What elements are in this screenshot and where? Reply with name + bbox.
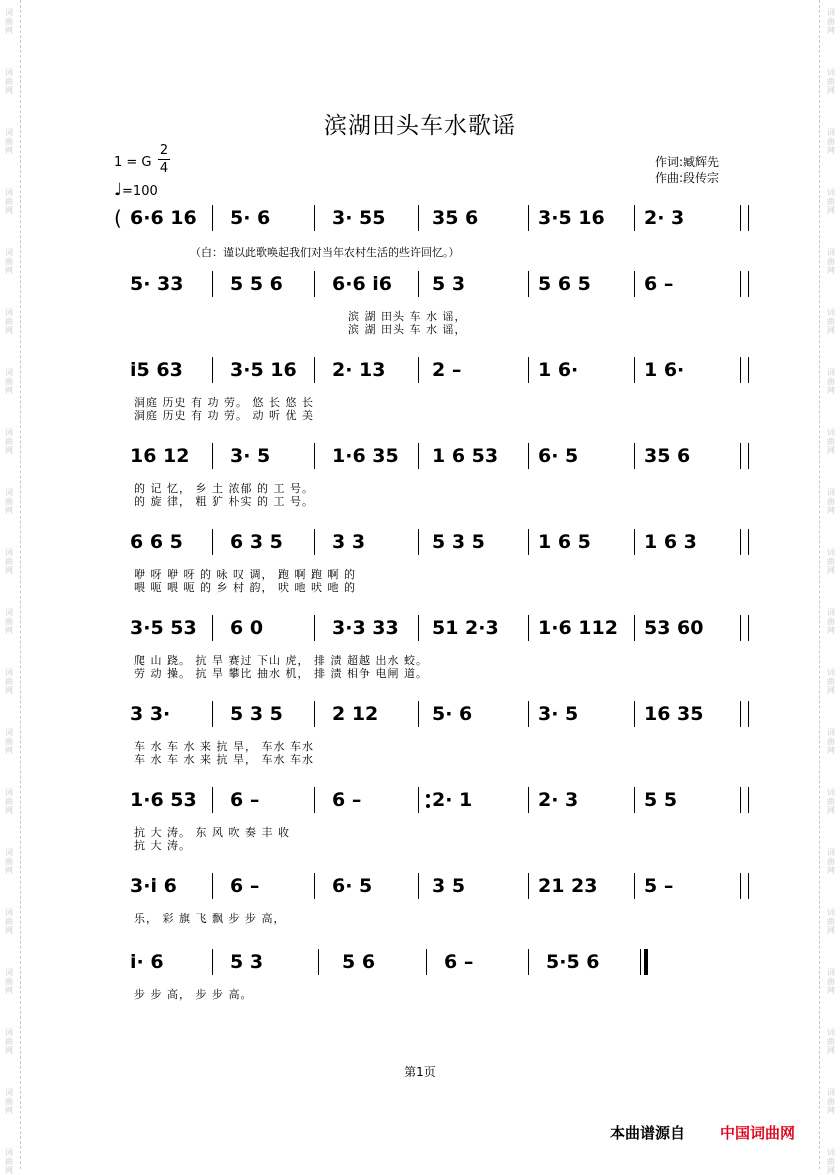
measure: 2· 1: [432, 789, 473, 811]
measure: 6 –: [332, 789, 362, 811]
measure: 35 6: [644, 445, 691, 467]
lyric-line: 车 水 车 水 来 抗 旱， 车水 车水: [134, 740, 314, 753]
barline: [634, 787, 635, 813]
watermark-text: 词曲网: [827, 728, 835, 755]
watermark-text: 词曲网: [827, 248, 835, 275]
watermark-text: 词曲网: [5, 1088, 13, 1115]
measure: 3· 5: [538, 703, 579, 725]
barline: [212, 205, 213, 231]
staff-row: [114, 526, 754, 558]
barline: [212, 443, 213, 469]
barline: [634, 357, 635, 383]
barline: [634, 271, 635, 297]
staff-row: [114, 354, 754, 386]
barline: [528, 529, 529, 555]
barline: [528, 357, 529, 383]
lyricist-credit: 作词:臧辉先: [655, 155, 720, 169]
measure: 2· 3: [538, 789, 579, 811]
barline: [212, 701, 213, 727]
barline: [740, 787, 741, 813]
watermark-text: 词曲网: [5, 728, 13, 755]
measure: 1 6·: [538, 359, 579, 381]
watermark-text: 词曲网: [5, 548, 13, 575]
measure: 3 5: [432, 875, 466, 897]
measure: 3·3 33: [332, 617, 399, 639]
watermark-text: 词曲网: [827, 308, 835, 335]
watermark-text: 词曲网: [5, 1028, 13, 1055]
measure: 3 3: [332, 531, 366, 553]
barline: [418, 615, 419, 641]
watermark-text: 词曲网: [5, 68, 13, 95]
barline: [634, 529, 635, 555]
measure: 16 12: [130, 445, 190, 467]
barline: [528, 443, 529, 469]
watermark-text: 词曲网: [5, 968, 13, 995]
watermark-text: 词曲网: [5, 248, 13, 275]
watermark-text: 词曲网: [827, 1028, 835, 1055]
staff-row: [114, 946, 754, 978]
time-signature: [158, 143, 170, 176]
measure: 2· 13: [332, 359, 386, 381]
measure: 6 0: [230, 617, 264, 639]
page-number: 第1页: [404, 1065, 436, 1079]
barline: [426, 949, 427, 975]
time-numerator: 2: [159, 143, 169, 158]
measure: 3·i 6: [130, 875, 177, 897]
watermark-text: 词曲网: [5, 8, 13, 35]
barline: [528, 205, 529, 231]
lyric-line: 爬 山 跷。 抗 旱 赛过 下山 虎， 排 渍 超越 出水 蛟。: [134, 654, 428, 667]
measure: 5 –: [644, 875, 674, 897]
key-signature: 1 = G: [114, 155, 152, 170]
barline: [528, 271, 529, 297]
tempo-marking: [114, 180, 158, 200]
lyric-line: 的 旋 律， 粗 犷 朴实 的 工 号。: [134, 495, 314, 508]
song-title: 滨湖田头车水歌谣: [324, 113, 516, 139]
watermark-text: 词曲网: [827, 488, 835, 515]
barline: [212, 787, 213, 813]
watermark-text: 词曲网: [827, 68, 835, 95]
measure: 1·6 112: [538, 617, 618, 639]
repeat-paren-open: (: [114, 206, 122, 230]
barline: [212, 873, 213, 899]
measure: 3· 5: [230, 445, 271, 467]
measure: 1·6 53: [130, 789, 197, 811]
staff-row: [114, 698, 754, 730]
barline: [418, 205, 419, 231]
watermark-text: 词曲网: [5, 1148, 13, 1175]
measure: 1 6 3: [644, 531, 697, 553]
measure: 1 6·: [644, 359, 685, 381]
lyric-line: 乐， 彩 旗 飞 飘 步 步 高，: [134, 912, 286, 925]
barline: [318, 949, 319, 975]
barline: [748, 529, 749, 555]
left-watermark-strip: [2, 0, 21, 1175]
staff-row: [114, 202, 754, 234]
barline: [748, 443, 749, 469]
lyric-line: 洞庭 历史 有 功 劳。 悠 长 悠 长: [134, 396, 314, 409]
lyric-line: 车 水 车 水 来 抗 旱， 车水 车水: [134, 753, 314, 766]
watermark-text: 词曲网: [827, 8, 835, 35]
measure: 6·6 i6: [332, 273, 393, 295]
staff-row: [114, 784, 754, 816]
measure: 6·6 16: [130, 207, 197, 229]
watermark-text: 词曲网: [5, 428, 13, 455]
barline: [418, 529, 419, 555]
measure: 2 12: [332, 703, 379, 725]
measure: 1 6 5: [538, 531, 591, 553]
watermark-text: 词曲网: [5, 788, 13, 815]
watermark-text: 词曲网: [5, 488, 13, 515]
measure: 5· 6: [432, 703, 473, 725]
watermark-text: 词曲网: [827, 1148, 835, 1175]
staff-row: [114, 268, 754, 300]
measure: 5· 6: [230, 207, 271, 229]
staff-row: [114, 870, 754, 902]
barline: [314, 787, 315, 813]
right-watermark-strip: [819, 0, 838, 1175]
barline: [314, 443, 315, 469]
barline: [740, 873, 741, 899]
lyric-line: 喂 呃 喂 呃 的 乡 村 韵， 吠 吔 吠 吔 的: [134, 581, 356, 594]
barline: [418, 357, 419, 383]
watermark-text: 词曲网: [5, 308, 13, 335]
measure: 35 6: [432, 207, 479, 229]
watermark-text: 词曲网: [827, 668, 835, 695]
watermark-text: 词曲网: [827, 368, 835, 395]
lyric-line: 咿 呀 咿 呀 的 咏 叹 调， 跑 啊 跑 啊 的: [134, 568, 356, 581]
watermark-text: 词曲网: [827, 608, 835, 635]
barline: [314, 873, 315, 899]
barline: [748, 701, 749, 727]
barline: [418, 873, 419, 899]
watermark-text: 词曲网: [5, 128, 13, 155]
tempo-value: =100: [122, 184, 158, 199]
barline: [748, 615, 749, 641]
source-brand: 中国词曲网: [720, 1124, 796, 1142]
barline: [740, 615, 741, 641]
measure: 53 60: [644, 617, 704, 639]
barline: [418, 271, 419, 297]
barline: [418, 701, 419, 727]
barline: [634, 205, 635, 231]
staff-row: [114, 612, 754, 644]
barline: [634, 443, 635, 469]
measure: 6 3 5: [230, 531, 283, 553]
measure: 5 3 5: [230, 703, 283, 725]
barline: [634, 615, 635, 641]
watermark-text: 词曲网: [5, 188, 13, 215]
measure: 5 6 5: [538, 273, 591, 295]
barline: [748, 873, 749, 899]
lyric-line: 滨 湖 田头 车 水 谣，: [348, 310, 467, 323]
barline: [212, 949, 213, 975]
barline: [314, 701, 315, 727]
measure: 1·6 35: [332, 445, 399, 467]
measure: 16 35: [644, 703, 704, 725]
barline: [748, 205, 749, 231]
measure: 6· 5: [538, 445, 579, 467]
measure: 6 –: [230, 789, 260, 811]
watermark-text: 词曲网: [827, 788, 835, 815]
watermark-text: 词曲网: [5, 668, 13, 695]
measure: 3 3·: [130, 703, 171, 725]
measure: 3· 55: [332, 207, 386, 229]
measure: 3·5 53: [130, 617, 197, 639]
watermark-text: 词曲网: [827, 428, 835, 455]
measure: 6· 5: [332, 875, 373, 897]
measure: 21 23: [538, 875, 598, 897]
watermark-text: 词曲网: [827, 968, 835, 995]
watermark-text: 词曲网: [5, 848, 13, 875]
measure: 6 –: [230, 875, 260, 897]
time-denominator: 4: [159, 161, 169, 176]
measure: 2 –: [432, 359, 462, 381]
lyric-line: 洞庭 历史 有 功 劳。 动 听 优 美: [134, 409, 314, 422]
barline: [314, 615, 315, 641]
composer-credit: 作曲:段传宗: [655, 171, 720, 185]
barline: [634, 873, 635, 899]
measure: 51 2·3: [432, 617, 499, 639]
watermark-text: 词曲网: [5, 368, 13, 395]
barline: [314, 357, 315, 383]
barline: [740, 271, 741, 297]
watermark-text: 词曲网: [5, 908, 13, 935]
quarter-note-icon: ♩: [114, 180, 123, 200]
lyric-line: 滨 湖 田头 车 水 谣，: [348, 323, 467, 336]
barline: [748, 787, 749, 813]
barline: [528, 787, 529, 813]
watermark-text: 词曲网: [827, 188, 835, 215]
staff-row: [114, 440, 754, 472]
barline: [314, 205, 315, 231]
measure: 6 6 5: [130, 531, 183, 553]
barline: [528, 949, 529, 975]
barline: [748, 271, 749, 297]
source-label: 本曲谱源自: [610, 1124, 686, 1142]
watermark-text: 词曲网: [827, 548, 835, 575]
barline: [528, 701, 529, 727]
watermark-text: 词曲网: [827, 908, 835, 935]
measure: 5 3: [230, 951, 264, 973]
measure: 2· 3: [644, 207, 685, 229]
barline: [418, 787, 419, 813]
measure: 6 –: [644, 273, 674, 295]
barline: [212, 357, 213, 383]
measure: i5 63: [130, 359, 183, 381]
barline: [740, 443, 741, 469]
measure: 5· 33: [130, 273, 184, 295]
measure: 5 5: [644, 789, 678, 811]
watermark-text: 词曲网: [827, 1088, 835, 1115]
barline: [528, 615, 529, 641]
lyric-line: 劳 动 操。 抗 旱 攀比 抽水 机， 排 渍 相争 电闸 道。: [134, 667, 428, 680]
lyric-line: 抗 大 涛。: [134, 839, 191, 852]
measure: 5 5 6: [230, 273, 283, 295]
measure: 5 6: [342, 951, 376, 973]
measure: 1 6 53: [432, 445, 499, 467]
barline: [740, 701, 741, 727]
barline: [740, 529, 741, 555]
lyric-line: 的 记 忆， 乡 土 浓郁 的 工 号。: [134, 482, 314, 495]
barline: [640, 949, 648, 975]
barline: [314, 529, 315, 555]
spoken-note: （白：谨以此歌唤起我们对当年农村生活的些许回忆。）: [190, 246, 460, 259]
lyric-line: 抗 大 涛。 东 风 吹 奏 丰 收: [134, 826, 290, 839]
watermark-text: 词曲网: [827, 848, 835, 875]
barline: [634, 701, 635, 727]
measure: 3·5 16: [538, 207, 605, 229]
measure: i· 6: [130, 951, 164, 973]
measure: 5 3: [432, 273, 466, 295]
lyric-line: 步 步 高， 步 步 高。: [134, 988, 253, 1001]
measure: 3·5 16: [230, 359, 297, 381]
barline: [314, 271, 315, 297]
barline: [740, 205, 741, 231]
watermark-text: 词曲网: [827, 128, 835, 155]
barline: [212, 271, 213, 297]
barline: [418, 443, 419, 469]
measure: 6 –: [444, 951, 474, 973]
barline: [740, 357, 741, 383]
watermark-text: 词曲网: [5, 608, 13, 635]
barline: [212, 615, 213, 641]
measure: 5 3 5: [432, 531, 485, 553]
repeat-dots: [426, 794, 430, 814]
barline: [212, 529, 213, 555]
barline: [528, 873, 529, 899]
measure: 5·5 6: [546, 951, 600, 973]
barline: [748, 357, 749, 383]
